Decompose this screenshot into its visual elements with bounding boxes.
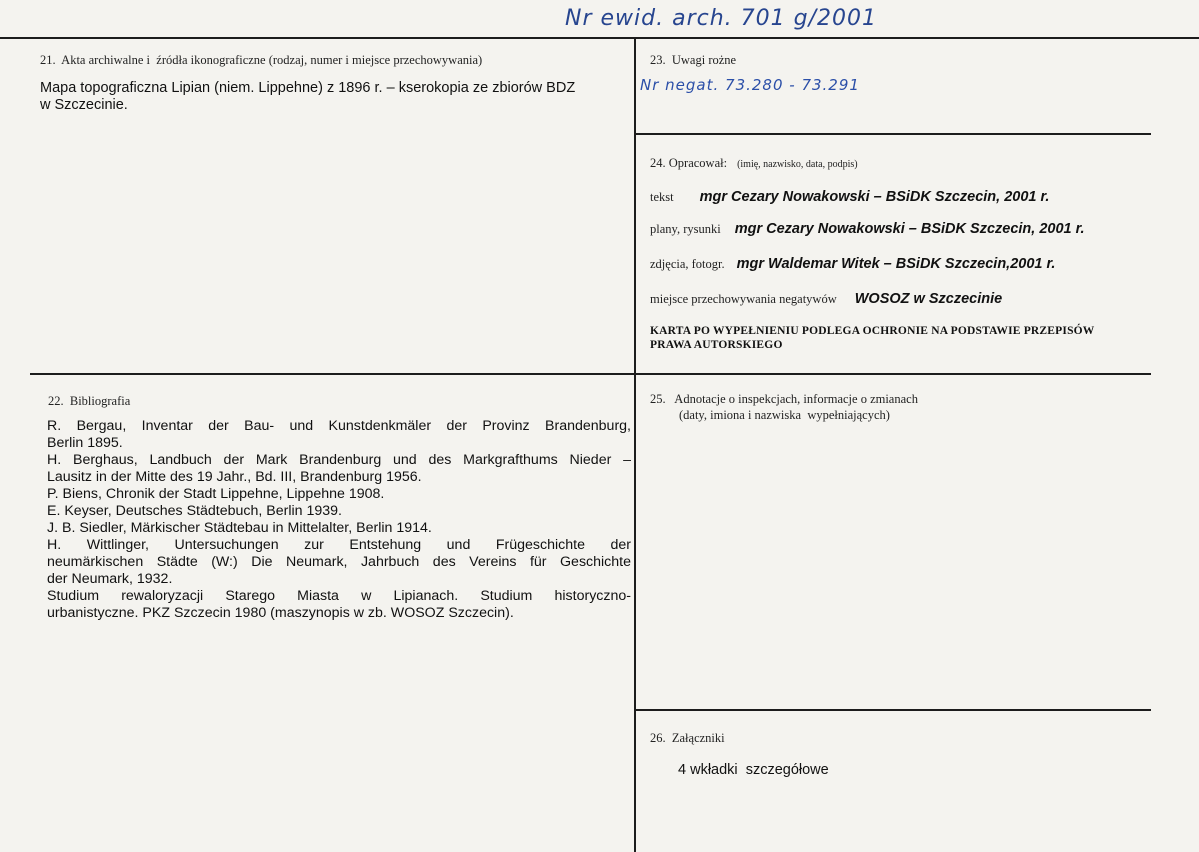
section-24-subtitle: (imię, nazwisko, data, podpis) bbox=[737, 159, 858, 170]
bibliography-line: P. Biens, Chronik der Stadt Lippehne, Lippehne 1908. bbox=[47, 486, 385, 502]
author-row-zdjecia bbox=[650, 255, 1055, 273]
section-26-text: 4 wkładki szczegółowe bbox=[678, 762, 829, 778]
author-row-plany bbox=[650, 220, 1084, 238]
author-row-tekst bbox=[650, 188, 1049, 206]
bibliography-line: Berlin 1895. bbox=[47, 435, 123, 451]
copyright-notice-line-2: PRAWA AUTORSKIEGO bbox=[650, 339, 783, 351]
author-row-value: WOSOZ w Szczecinie bbox=[854, 291, 1003, 307]
copyright-notice bbox=[650, 324, 1150, 352]
author-row-label: zdjęcia, fotogr. bbox=[650, 257, 725, 271]
bibliography-line: Studium rewaloryzacji Starego Miasta w Lipianach. Studium historyczno- bbox=[47, 588, 631, 604]
center-divider bbox=[634, 37, 636, 852]
bibliography-line: urbanistyczne. PKZ Szczecin 1980 (maszynopis w zb. WOSOZ Szczecin). bbox=[47, 605, 514, 621]
divider-25-26 bbox=[636, 709, 1151, 711]
bibliography-line: neumärkischen Städte (W:) Die Neumark, Jahrbuch des Vereins für Geschichte bbox=[47, 554, 631, 570]
bibliography-line: E. Keyser, Deutsches Städtebuch, Berlin 1939. bbox=[47, 503, 342, 519]
section-21-line-1: Mapa topograficzna Lipian (niem. Lippehne) z 1896 r. – kserokopia ze zbiorów BDZ bbox=[40, 80, 576, 96]
bibliography-line: J. B. Siedler, Märkischer Städtebau in Mittelalter, Berlin 1914. bbox=[47, 520, 432, 536]
author-row-value: mgr Cezary Nowakowski – BSiDK Szczecin, 2001 r. bbox=[734, 221, 1085, 237]
bibliography-line: H. Berghaus, Landbuch der Mark Brandenburg und des Markgrafthums Nieder – bbox=[47, 452, 631, 468]
section-23-label: 23. Uwagi rożne bbox=[650, 53, 737, 67]
section-24-title: 24. Opracował: bbox=[650, 156, 728, 170]
author-row-label: miejsce przechowywania negatywów bbox=[650, 292, 837, 306]
author-row-negatywy bbox=[650, 290, 1002, 308]
divider-row1-row2 bbox=[30, 373, 1151, 375]
divider-23-24 bbox=[636, 133, 1151, 135]
author-row-label: plany, rysunki bbox=[650, 222, 721, 236]
section-26-label: 26. Załączniki bbox=[650, 731, 725, 745]
section-23-handwritten-note: Nr negat. 73.280 - 73.291 bbox=[640, 76, 860, 94]
author-row-label: tekst bbox=[650, 190, 674, 204]
author-row-value: mgr Cezary Nowakowski – BSiDK Szczecin, 2001 r. bbox=[699, 189, 1050, 205]
bibliography-line: R. Bergau, Inventar der Bau- und Kunstdenkmäler der Provinz Brandenburg, bbox=[47, 418, 631, 434]
bibliography-line: der Neumark, 1932. bbox=[47, 571, 173, 587]
section-22-label: 22. Bibliografia bbox=[48, 394, 131, 408]
bibliography-line: Lausitz in der Mitte des 19 Jahr., Bd. III, Brandenburg 1956. bbox=[47, 469, 422, 485]
section-21-label: 21. Akta archiwalne i źródła ikonograficzne (rodzaj, numer i miejsce przechowywania) bbox=[40, 53, 483, 67]
section-21-line-2: w Szczecinie. bbox=[40, 97, 128, 113]
section-25-label-line-2: (daty, imiona i nazwiska wypełniających) bbox=[679, 408, 890, 422]
copyright-notice-line-1: KARTA PO WYPEŁNIENIU PODLEGA OCHRONIE NA PODSTAWIE PRZEPISÓW bbox=[650, 325, 1095, 337]
top-border-line bbox=[0, 37, 1199, 39]
section-24-label bbox=[650, 154, 858, 172]
bibliography-line: H. Wittlinger, Untersuchungen zur Entstehung und Frügeschichte der bbox=[47, 537, 631, 553]
section-25-label-line-1: 25. Adnotacje o inspekcjach, informacje o zmianach bbox=[650, 392, 918, 406]
bibliography-list bbox=[47, 418, 631, 622]
section-21-text bbox=[40, 80, 634, 114]
section-25-label bbox=[650, 391, 918, 423]
author-row-value: mgr Waldemar Witek – BSiDK Szczecin,2001 r. bbox=[736, 256, 1056, 272]
handwritten-archive-number: Nr ewid. arch. 701 g/2001 bbox=[565, 6, 877, 31]
